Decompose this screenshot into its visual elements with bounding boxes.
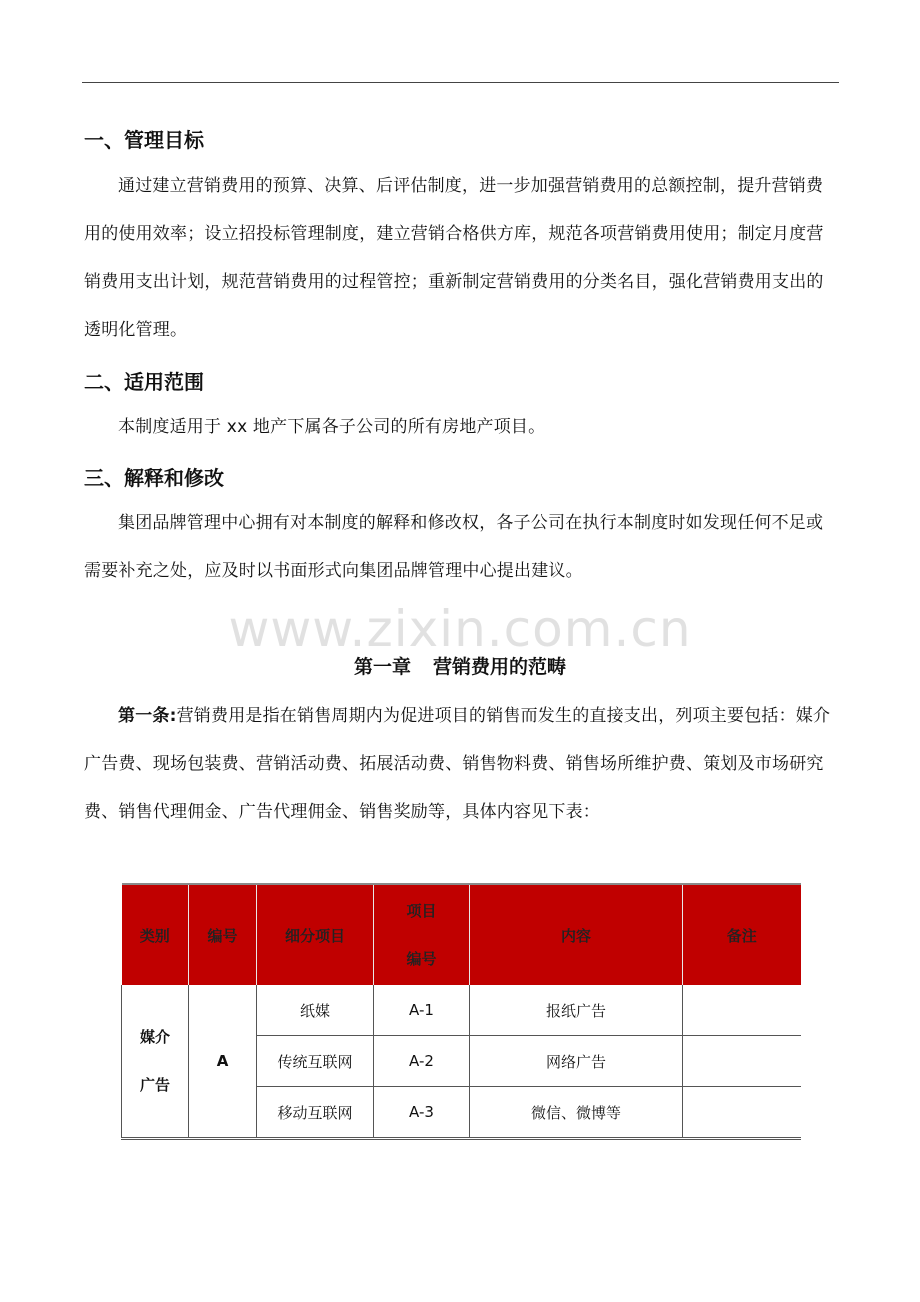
article-label: 第一条: <box>118 706 177 726</box>
header-subitem: 细分项目 <box>257 884 374 985</box>
header-code: 编号 <box>189 884 257 985</box>
category-code-cell: A <box>189 985 257 1139</box>
section-heading-interpretation: 三、解释和修改 <box>84 466 224 490</box>
header-rule <box>82 82 839 83</box>
remark-cell <box>683 1036 801 1087</box>
header-item-code-line2: 编号 <box>406 950 437 968</box>
subitem-cell: 移动互联网 <box>257 1087 374 1139</box>
category-line1: 媒介 <box>139 1028 170 1046</box>
category-cell <box>122 985 189 1139</box>
subitem-cell: 传统互联网 <box>257 1036 374 1087</box>
section-paragraph-goals: 通过建立营销费用的预算、决算、后评估制度，进一步加强营销费用的总额控制，提升营销费用的使用效率；设立招投标管理制度，建立营销合格供方库，规范各项营销费用使用；制定月度营销费用支出计划，规范营销费用的过程管控；重新制定营销费用的分类名目，强化营销费用支出的透明化管理。 <box>84 176 824 340</box>
marketing-fee-table <box>121 883 801 1140</box>
chapter-number: 第一章 <box>353 656 411 678</box>
content-cell: 网络广告 <box>470 1036 683 1087</box>
section-paragraph-interpretation: 集团品牌管理中心拥有对本制度的解释和修改权，各子公司在执行本制度时如发现任何不足或需要补充之处，应及时以书面形式向集团品牌管理中心提出建议。 <box>84 513 824 581</box>
table-header-row <box>122 884 801 985</box>
item-code-cell: A-2 <box>374 1036 470 1087</box>
remark-cell <box>683 985 801 1036</box>
article-paragraph <box>84 692 840 836</box>
section-paragraph-scope: 本制度适用于 xx 地产下属各子公司的所有房地产项目。 <box>118 417 546 437</box>
article-text: 营销费用是指在销售周期内为促进项目的销售而发生的直接支出，列项主要包括：媒介广告费、现场包装费、营销活动费、拓展活动费、销售物料费、销售场所维护费、策划及市场研究费、销售代理佣金、广告代理佣金、销售奖励等，具体内容见下表： <box>84 706 831 822</box>
header-content: 内容 <box>470 884 683 985</box>
item-code-cell: A-3 <box>374 1087 470 1139</box>
chapter-name: 营销费用的范畴 <box>433 656 567 678</box>
table-row <box>122 985 801 1036</box>
category-line2: 广告 <box>139 1076 170 1094</box>
header-item-code-line1: 项目 <box>406 902 437 920</box>
item-code-cell: A-1 <box>374 985 470 1036</box>
content-cell: 报纸广告 <box>470 985 683 1036</box>
watermark: www.zixin.com.cn <box>228 600 692 658</box>
section-heading-scope: 二、适用范围 <box>84 370 204 394</box>
remark-cell <box>683 1087 801 1139</box>
section-heading-goals: 一、管理目标 <box>84 128 204 152</box>
header-item-code <box>374 884 470 985</box>
subitem-cell: 纸媒 <box>257 985 374 1036</box>
chapter-title <box>0 652 920 679</box>
header-category: 类别 <box>122 884 189 985</box>
content-cell: 微信、微博等 <box>470 1087 683 1139</box>
header-remark: 备注 <box>683 884 801 985</box>
